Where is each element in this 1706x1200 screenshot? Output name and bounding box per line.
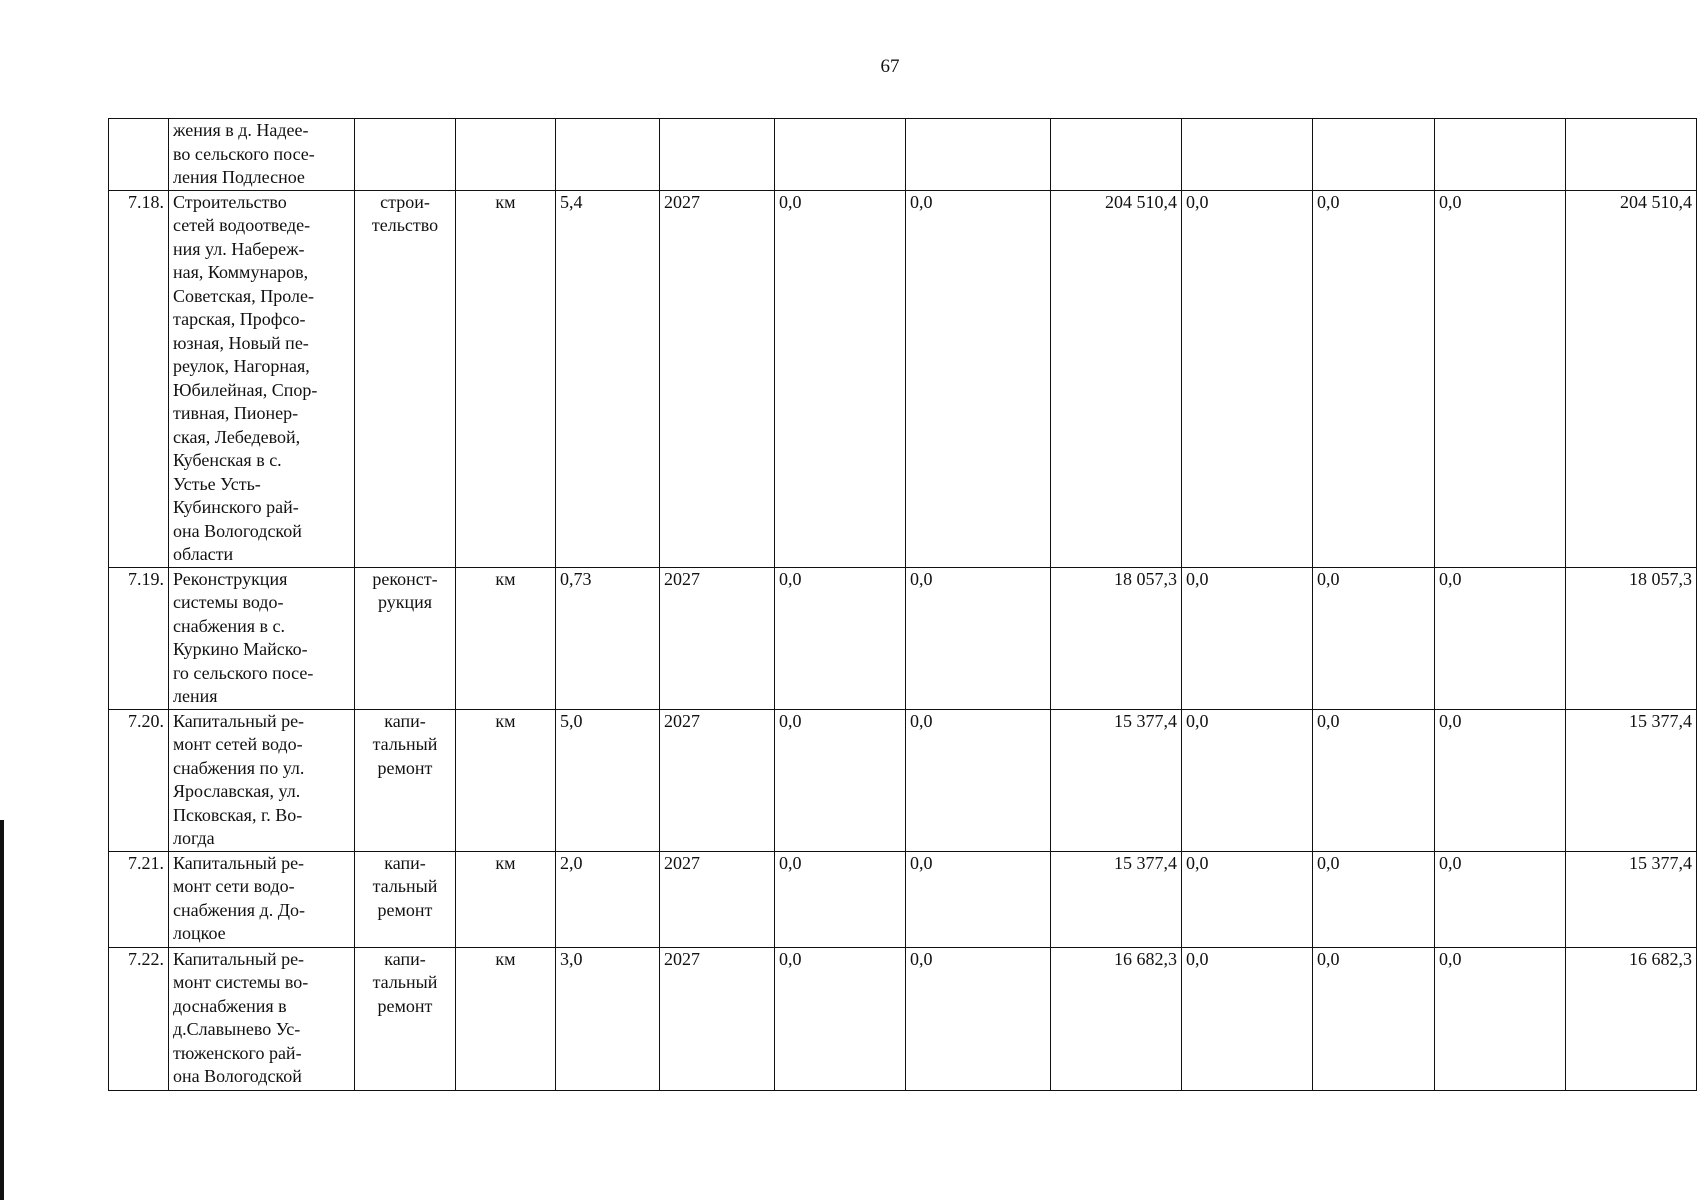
total-cell: 15 377,4 [1566,709,1697,851]
row-number [109,119,169,191]
row-description-line: Советская, Проле- [173,285,314,306]
value-cell: 0,0 [775,709,906,851]
work-type-line: реконст- [372,568,438,589]
row-number: 7.20. [109,709,169,851]
value-cell: 204 510,4 [1051,190,1182,567]
value-cell: 0,0 [775,851,906,947]
total-cell: 15 377,4 [1566,851,1697,947]
row-description-line: Ярославская, ул. [173,781,301,801]
row-description-line: системы водо- [173,592,284,612]
row-description-line: Юбилейная, Спор- [173,379,318,400]
unit-cell [456,119,556,191]
work-type-line: капи- [384,948,426,969]
row-description-line: Реконструкция [173,568,288,589]
value-cell: 0,0 [1435,190,1566,567]
value-cell: 0,0 [906,851,1051,947]
value-cell [775,119,906,191]
work-type [355,119,456,191]
value-cell: 0,0 [1182,947,1313,1090]
row-description-line: снабжения по ул. [173,757,305,778]
row-number: 7.22. [109,947,169,1090]
work-type-line: ремонт [377,757,433,778]
table-row [109,567,1697,709]
value-cell: 0,0 [1435,567,1566,709]
value-cell [1313,119,1435,191]
value-cell: 0,0 [1435,709,1566,851]
table-row [109,119,1697,191]
total-cell: 16 682,3 [1566,947,1697,1090]
value-cell: 0,0 [1182,567,1313,709]
value-cell: 0,0 [1313,947,1435,1090]
work-type-line: ремонт [377,995,433,1016]
table-row [109,709,1697,851]
row-description [169,947,355,1090]
row-description-line: Кубенская в с. [173,450,282,470]
work-type-line: тельство [371,215,439,235]
value-cell: 0,0 [775,190,906,567]
row-description-line: Строительство [173,191,287,212]
unit-cell: км [456,709,556,851]
work-type-line: тальный [372,734,438,754]
row-description-line: тюженского рай- [173,1042,302,1063]
row-description [169,190,355,567]
unit-cell: км [456,567,556,709]
row-description-line: снабжения д. До- [173,899,305,920]
row-description [169,119,355,191]
value-cell: 0,0 [775,567,906,709]
total-cell: 18 057,3 [1566,567,1697,709]
row-description [169,709,355,851]
value-cell: 0,0 [1313,851,1435,947]
quantity-cell [556,119,660,191]
row-description-line: она Вологодской [173,1066,302,1086]
value-cell: 0,0 [1182,709,1313,851]
row-description-line: Капитальный ре- [173,710,305,731]
row-description-line: ления [173,686,218,706]
row-description-line: сетей водоотведе- [173,215,311,235]
row-description-line: го сельского посе- [173,662,314,683]
row-description-line: Куркино Майско- [173,639,308,659]
value-cell [1051,119,1182,191]
work-type [355,947,456,1090]
row-description-line: тивная, Пионер- [173,403,299,423]
total-cell: 204 510,4 [1566,190,1697,567]
year-cell: 2027 [660,709,775,851]
work-type-line: рукция [377,592,433,612]
year-cell: 2027 [660,851,775,947]
value-cell: 0,0 [1313,709,1435,851]
row-description-line: ния ул. Набереж- [173,238,305,259]
row-description-line: лоцкое [173,923,226,943]
unit-cell: км [456,947,556,1090]
work-type-line: тальный [372,876,438,896]
value-cell: 0,0 [906,709,1051,851]
table-row [109,851,1697,947]
row-description-line: Капитальный ре- [173,948,305,969]
quantity-cell: 2,0 [556,851,660,947]
quantity-cell: 5,0 [556,709,660,851]
work-type-line: капи- [384,710,426,731]
row-number: 7.18. [109,190,169,567]
work-type-line: тальный [372,972,438,992]
row-description-line: она Вологодской [173,520,302,541]
value-cell: 18 057,3 [1051,567,1182,709]
work-type-line: капи- [384,852,426,873]
row-description-line: ления Подлесное [173,167,305,187]
table-row [109,190,1697,567]
quantity-cell: 3,0 [556,947,660,1090]
row-number: 7.19. [109,567,169,709]
unit-cell: км [456,851,556,947]
page-number: 67 [880,56,900,77]
row-description-line: монт системы во- [173,972,309,992]
row-description-line: области [173,544,234,564]
row-description-line: юзная, Новый пе- [173,332,309,353]
unit-cell: км [456,190,556,567]
year-cell [660,119,775,191]
row-description-line: монт сетей водо- [173,734,303,754]
value-cell: 0,0 [1435,851,1566,947]
row-description [169,851,355,947]
value-cell: 0,0 [1182,190,1313,567]
quantity-cell: 0,73 [556,567,660,709]
year-cell: 2027 [660,567,775,709]
value-cell: 0,0 [1313,190,1435,567]
value-cell: 15 377,4 [1051,851,1182,947]
row-description-line: жения в д. Надее- [173,120,309,140]
year-cell: 2027 [660,947,775,1090]
scan-edge-mark [0,820,4,1200]
quantity-cell: 5,4 [556,190,660,567]
row-description-line: Капитальный ре- [173,852,305,873]
work-type-line: ремонт [377,899,433,920]
row-description [169,567,355,709]
work-type-line: строи- [380,191,430,212]
row-description-line: д.Славынево Ус- [173,1019,301,1039]
value-cell: 0,0 [906,947,1051,1090]
row-description-line: монт сети водо- [173,876,295,896]
row-description-line: Кубинского рай- [173,497,299,517]
value-cell [1435,119,1566,191]
row-description-line: во сельского посе- [173,143,315,164]
value-cell: 0,0 [1435,947,1566,1090]
value-cell: 0,0 [775,947,906,1090]
value-cell [906,119,1051,191]
value-cell [1182,119,1313,191]
value-cell: 0,0 [906,567,1051,709]
row-description-line: тарская, Профсо- [173,309,306,329]
total-cell [1566,119,1697,191]
value-cell: 0,0 [1182,851,1313,947]
row-description-line: ная, Коммунаров, [173,262,309,282]
row-description-line: реулок, Нагорная, [173,356,310,376]
year-cell: 2027 [660,190,775,567]
value-cell: 16 682,3 [1051,947,1182,1090]
work-type [355,851,456,947]
value-cell: 0,0 [1313,567,1435,709]
work-type [355,709,456,851]
value-cell: 15 377,4 [1051,709,1182,851]
work-type [355,567,456,709]
row-description-line: логда [173,828,215,848]
work-type [355,190,456,567]
value-cell: 0,0 [906,190,1051,567]
table-row [109,947,1697,1090]
row-description-line: Устье Усть- [173,473,261,494]
row-description-line: Псковская, г. Во- [173,804,303,825]
row-number: 7.21. [109,851,169,947]
row-description-line: доснабжения в [173,995,287,1016]
program-table [108,118,1697,1091]
row-description-line: снабжения в с. [173,615,286,636]
row-description-line: ская, Лебедевой, [173,426,301,447]
